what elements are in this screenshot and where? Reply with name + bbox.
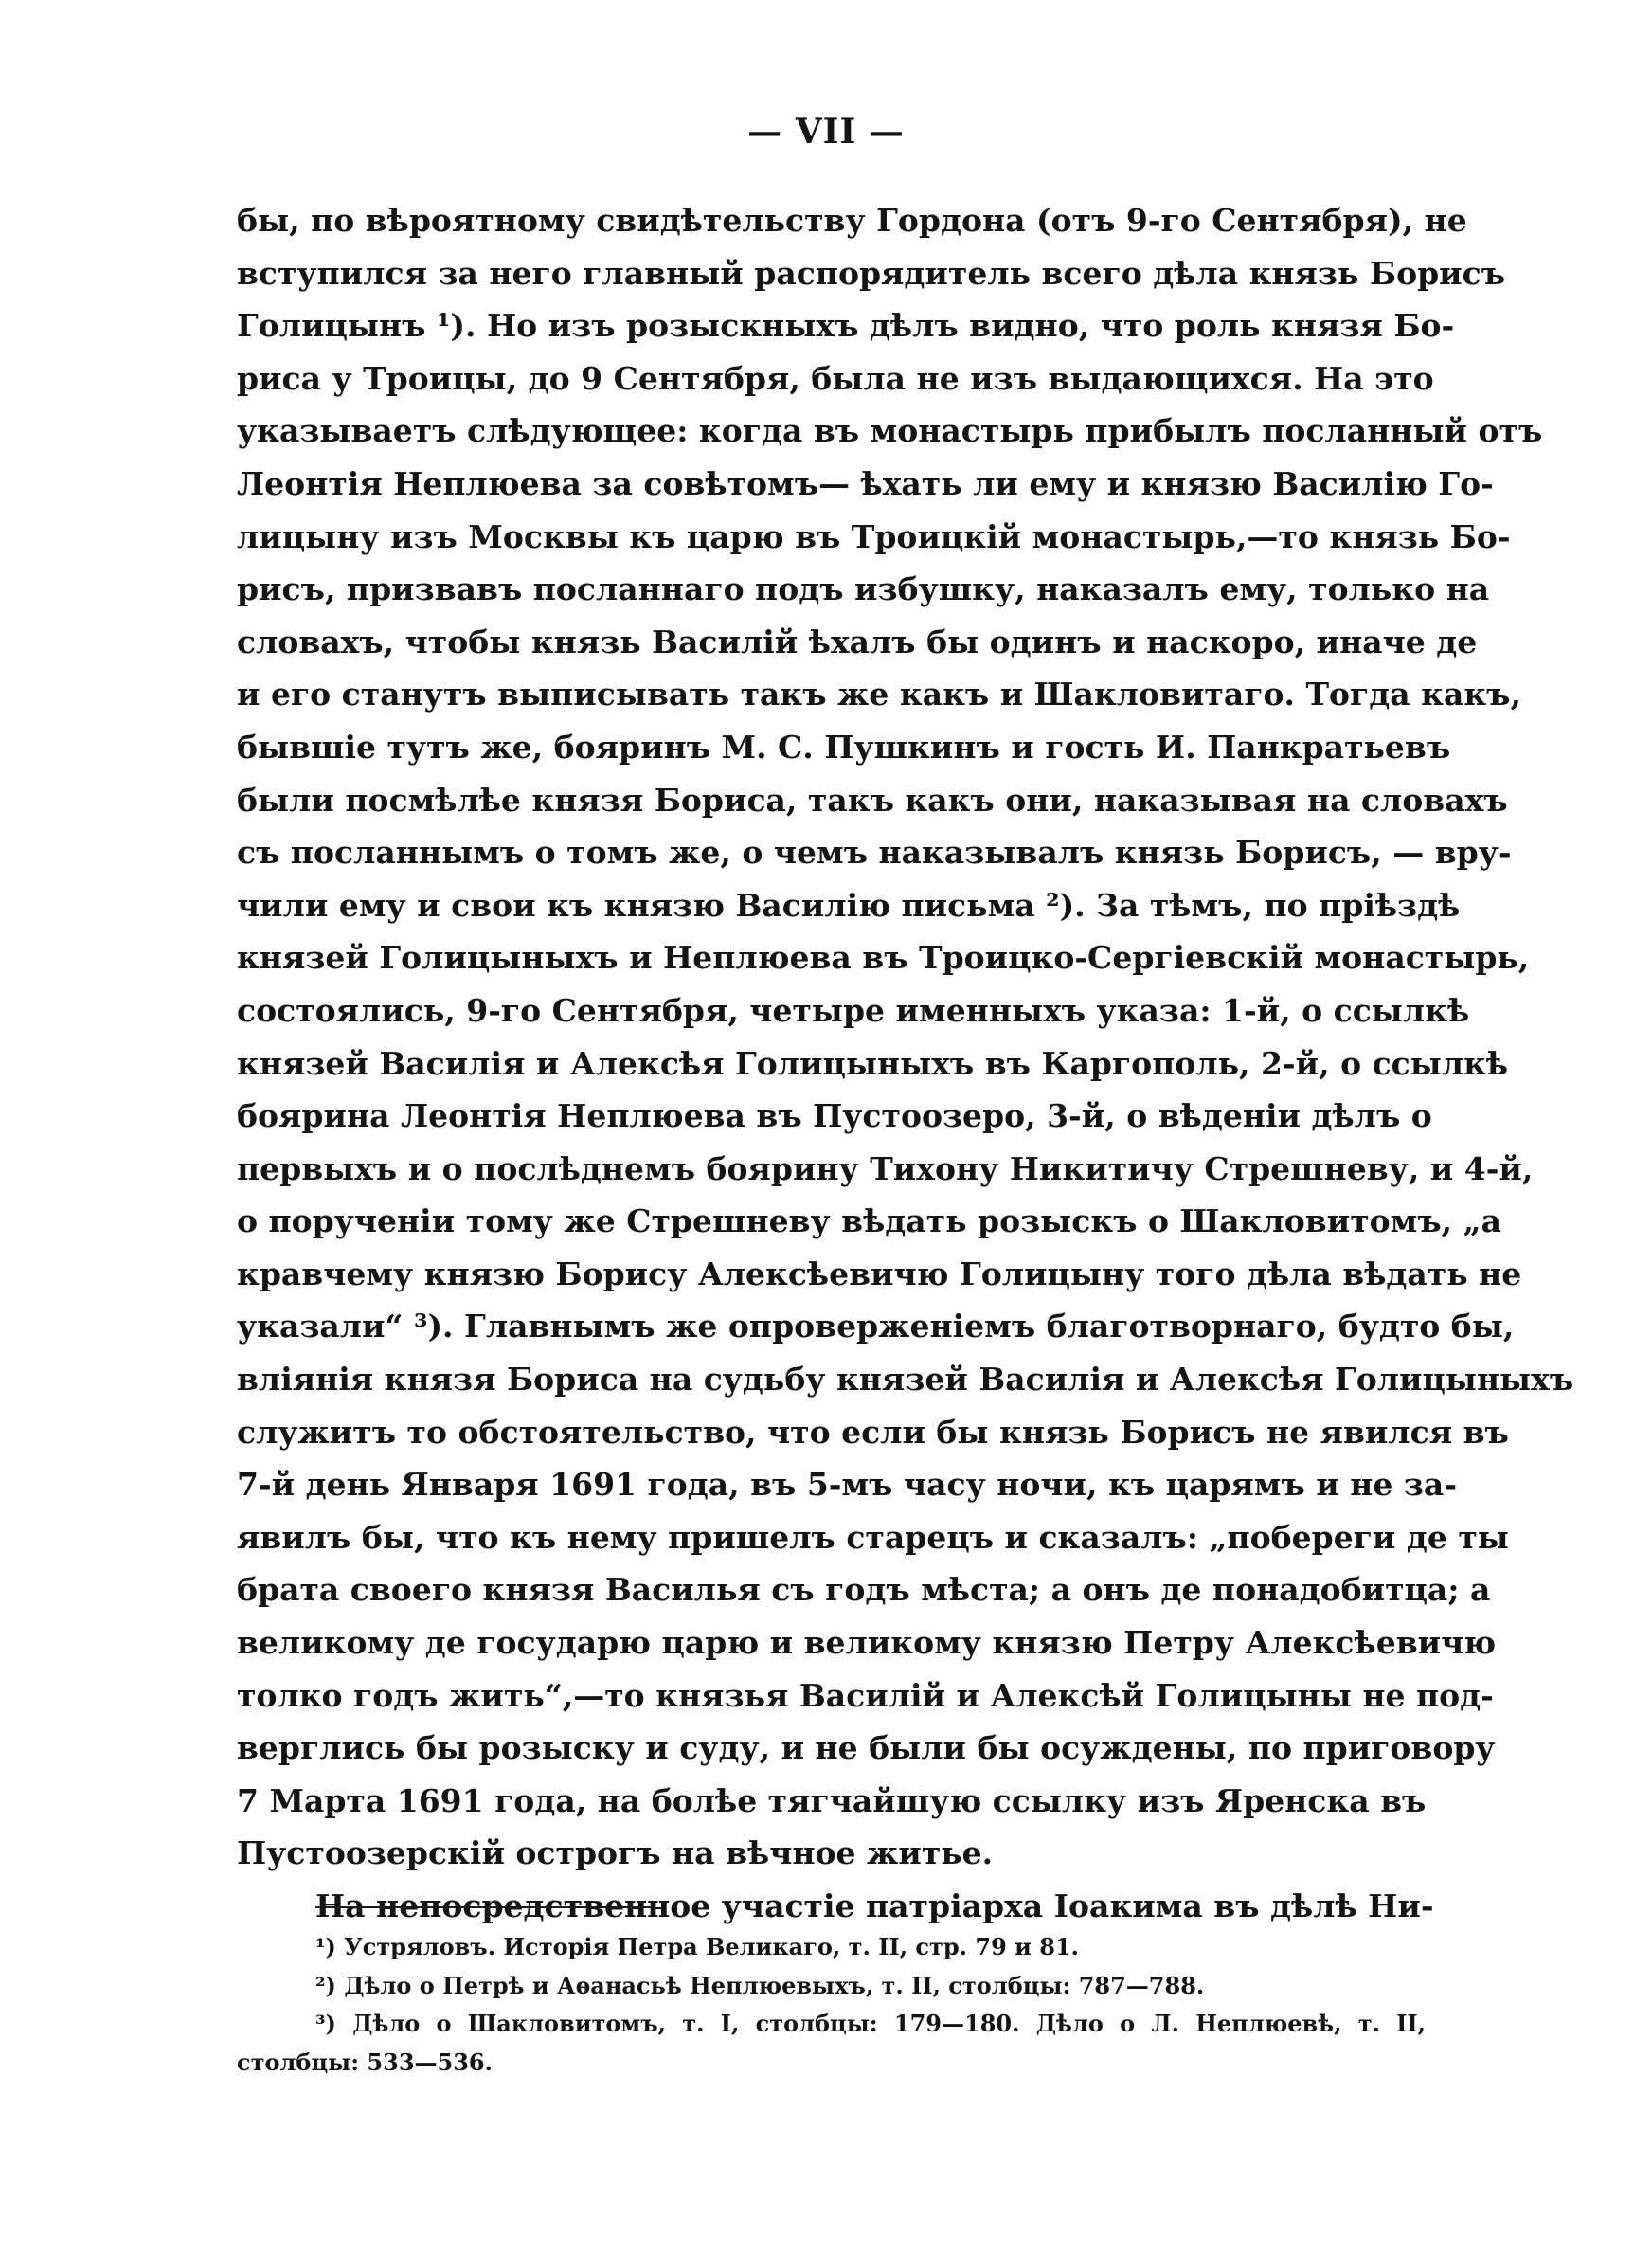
footnote-3-continuation: столбцы: 533—536. [237, 2048, 493, 2076]
body-line: вступился за него главный распорядитель всего дѣла князь Борисъ [237, 254, 1506, 292]
body-line: состоялись, 9-го Сентября, четыре именныхъ указа: 1-й, о ссылкѣ [237, 991, 1470, 1029]
body-line: указываетъ слѣдующее: когда въ монастырь прибылъ посланный отъ [237, 412, 1543, 450]
body-line: указали“ ³). Главнымъ же опроверженіемъ благотворнаго, будто бы, [237, 1308, 1515, 1345]
body-line: Голицынъ ¹). Но изъ розыскныхъ дѣлъ видно, что роль князя Бо- [237, 307, 1455, 345]
body-line: лицыну изъ Москвы къ царю въ Троицкій монастырь,—то князь Бо- [237, 517, 1511, 555]
body-line-last: Пустоозерскій острогъ на вѣчное житье. [237, 1834, 994, 1872]
body-line: первыхъ и о послѣднемъ боярину Тихону Никитичу Стрешневу, и 4-й, [237, 1149, 1534, 1187]
body-line: рисъ, призвавъ посланнаго подъ избушку, наказалъ ему, только на [237, 570, 1490, 608]
footnote-3: ³) Дѣло о Шакловитомъ, т. I, столбцы: 179—180. Дѣло о Л. Неплюевѣ, т. II, [315, 2010, 1426, 2037]
body-line: великому де государю царю и великому князю Петру Алексѣевичю [237, 1624, 1497, 1662]
body-line: съ посланнымъ о томъ же, о чемъ наказывалъ князь Борисъ, — вру- [237, 834, 1512, 872]
body-line: брата своего князя Василья съ годъ мѣста; а онъ де понадобитца; а [237, 1571, 1491, 1609]
footnote-1: ¹) Устряловъ. Исторія Петра Великаго, т. II, стр. 79 и 81. [315, 1933, 1080, 1960]
body-line: князей Голицыныхъ и Неплюева въ Троицко-Сергіевскій монастырь, [237, 939, 1530, 977]
body-line: служитъ то обстоятельство, что если бы князь Борисъ не явился въ [237, 1413, 1509, 1451]
body-line: и его станутъ выписывать такъ же какъ и Шакловитаго. Тогда какъ, [237, 676, 1521, 713]
body-line: чили ему и свои къ князю Василію письма ²). За тѣмъ, по пріѣздѣ [237, 886, 1461, 924]
body-line: 7-й день Января 1691 года, въ 5-мъ часу ночи, къ царямъ и не за- [237, 1466, 1458, 1504]
body-line: кравчему князю Борису Алексѣевичю Голицыну того дѣла вѣдать не [237, 1255, 1522, 1292]
body-line: боярина Леонтія Неплюева въ Пустоозеро, 3-й, о вѣденіи дѣлъ о [237, 1097, 1432, 1135]
footnotes [237, 1928, 1426, 2082]
main-text [237, 194, 1574, 1933]
footnote-rule [315, 1906, 651, 1908]
body-line: были посмѣлѣе князя Бориса, такъ какъ они, наказывая на словахъ [237, 781, 1508, 819]
body-line: риса у Троицы, до 9 Сентября, была не изъ выдающихся. На это [237, 359, 1434, 397]
paragraph-2-line: На непосредственное участіе патріарха Іоакима въ дѣлѣ Ни- [315, 1887, 1434, 1924]
body-line: Леонтія Неплюева за совѣтомъ— ѣхать ли ему и князю Василію Го- [237, 464, 1494, 502]
body-line: бывшіе тутъ же, бояринъ М. С. Пушкинъ и гость И. Панкратьевъ [237, 728, 1451, 766]
body-line: словахъ, чтобы князь Василій ѣхалъ бы одинъ и наскоро, иначе де [237, 623, 1478, 660]
body-line: бы, по вѣроятному свидѣтельству Гордона (отъ 9-го Сентября), не [237, 202, 1467, 239]
body-line: вліянія князя Бориса на судьбу князей Василія и Алексѣя Голицыныхъ [237, 1361, 1574, 1399]
page-number: — VII — [747, 112, 905, 152]
footnote-2: ²) Дѣло о Петрѣ и Аѳанасьѣ Неплюевыхъ, т. II, столбцы: 787—788. [315, 1971, 1205, 1999]
body-line: толко годъ жить“,—то князья Василій и Алексѣй Голицыны не под- [237, 1676, 1494, 1714]
body-line: князей Василія и Алексѣя Голицыныхъ въ Каргополь, 2-й, о ссылкѣ [237, 1044, 1509, 1082]
body-line: верглись бы розыску и суду, и не были бы осуждены, по приговору [237, 1729, 1496, 1767]
body-line: явилъ бы, что къ нему пришелъ старецъ и сказалъ: „побереги де ты [237, 1518, 1509, 1556]
body-line: 7 Марта 1691 года, на болѣе тягчайшую ссылку изъ Яренска въ [237, 1781, 1427, 1819]
body-line: о порученіи тому же Стрешневу вѣдать розыскъ о Шакловитомъ, „а [237, 1202, 1501, 1240]
